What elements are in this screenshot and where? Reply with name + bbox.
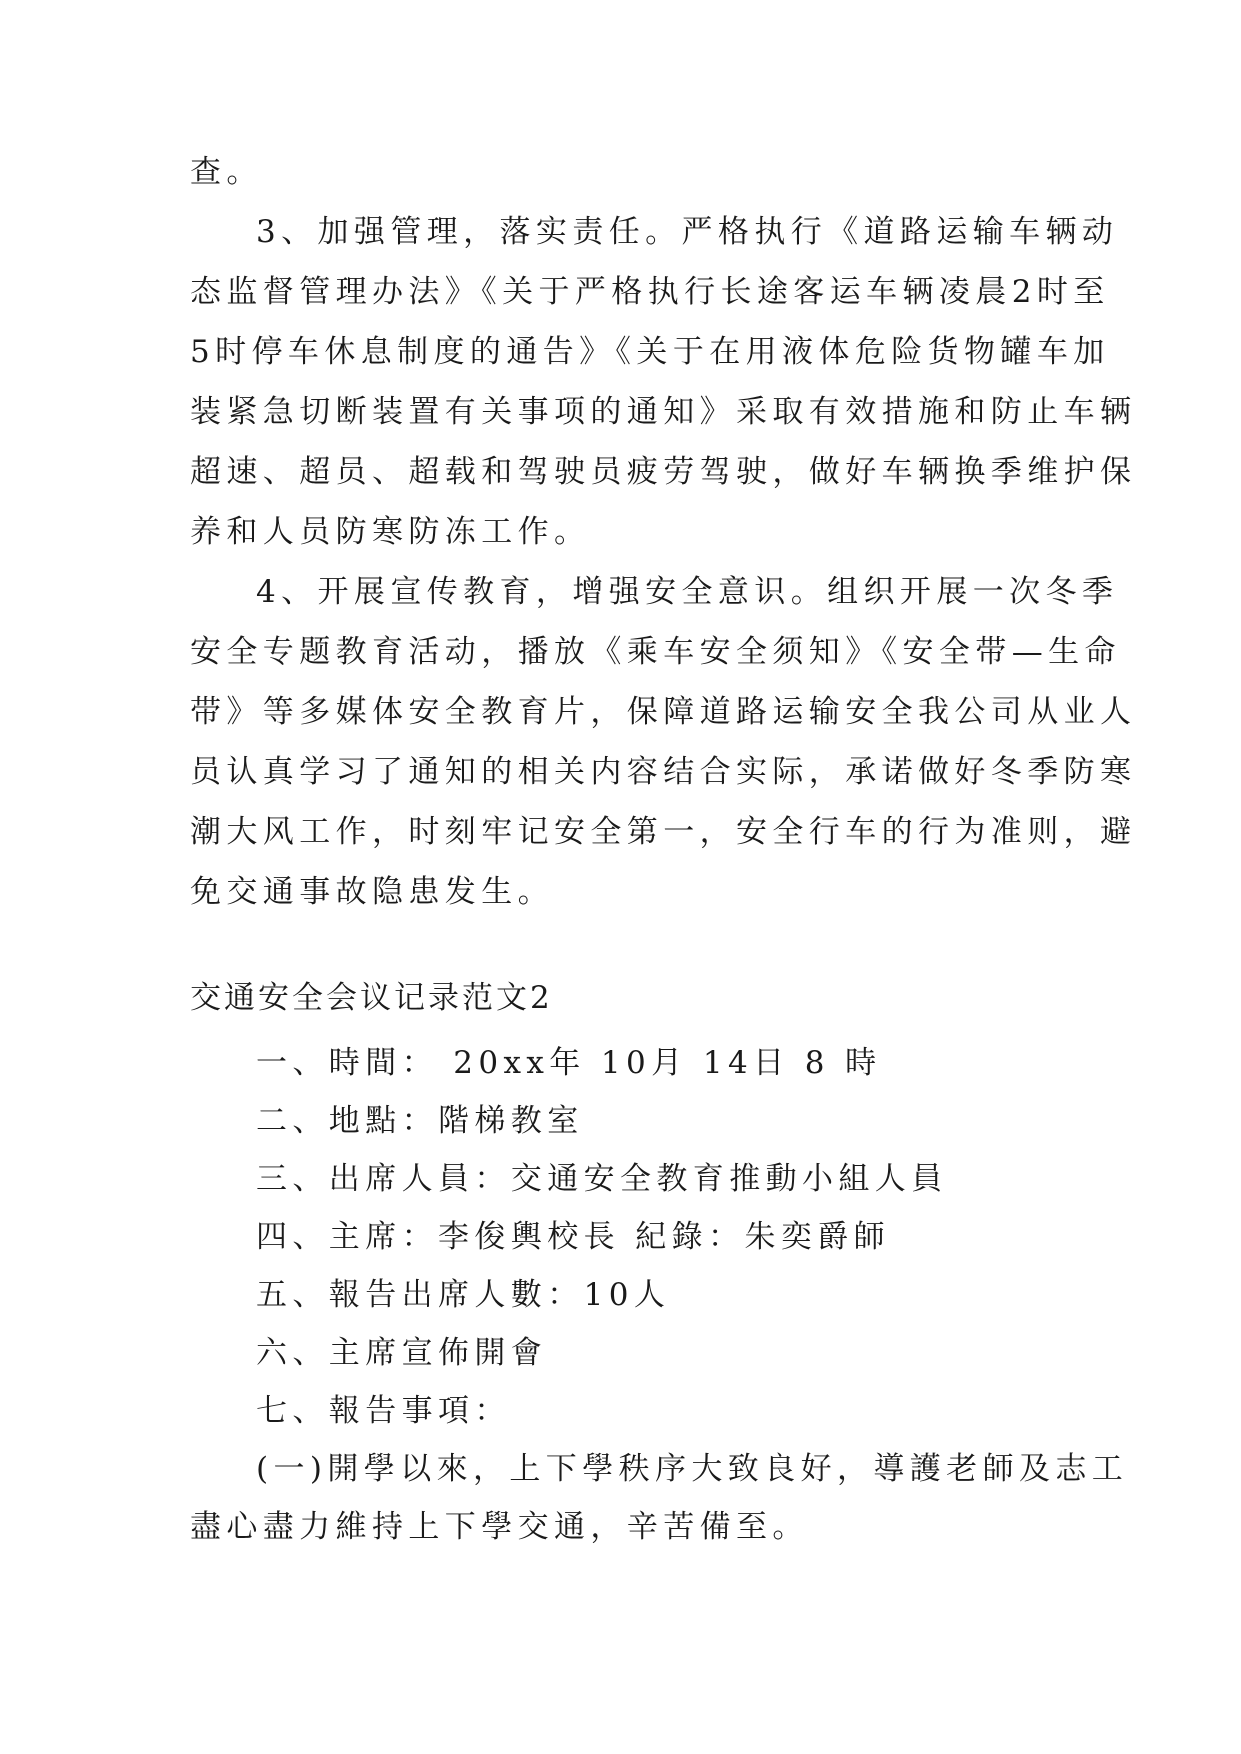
meeting-minutes <box>190 1034 1129 1556</box>
minutes-item: 二、地點：階梯教室 <box>256 1103 584 1139</box>
minutes-item: 六、主席宣佈開會 <box>256 1335 548 1371</box>
minutes-item: (一)開學以來，上下學秩序大致良好，導護老師及志工 <box>256 1451 1129 1487</box>
text-line: 态监督管理办法》《关于严格执行长途客运车辆凌晨2时至 <box>190 274 1110 310</box>
text-line: 查。 <box>190 154 263 190</box>
minutes-item: 一、時間： 20xx年 10月 14日 8 時 <box>256 1045 882 1081</box>
text-line: 潮大风工作，时刻牢记安全第一，安全行车的行为准则，避 <box>190 814 1137 850</box>
body-text-block <box>190 142 1137 922</box>
minutes-item: 盡心盡力維持上下學交通，辛苦備至。 <box>190 1509 809 1545</box>
section-title: 交通安全会议记录范文2 <box>190 980 553 1016</box>
text-line: 4、开展宣传教育，增强安全意识。组织开展一次冬季 <box>256 574 1119 610</box>
text-line: 员认真学习了通知的相关内容结合实际，承诺做好冬季防寒 <box>190 754 1137 790</box>
text-line: 5时停车休息制度的通告》《关于在用液体危险货物罐车加 <box>190 334 1110 370</box>
minutes-item: 七、報告事項： <box>256 1393 511 1429</box>
minutes-item: 五、報告出席人數：10人 <box>256 1277 671 1313</box>
text-line: 养和人员防寒防冻工作。 <box>190 514 591 550</box>
text-line: 带》等多媒体安全教育片，保障道路运输安全我公司从业人 <box>190 694 1137 730</box>
text-line: 超速、超员、超载和驾驶员疲劳驾驶，做好车辆换季维护保 <box>190 454 1137 490</box>
text-line: 安全专题教育活动，播放《乘车安全须知》《安全带—生命 <box>190 634 1121 670</box>
text-line: 免交通事故隐患发生。 <box>190 874 554 910</box>
minutes-item: 三、出席人員：交通安全教育推動小組人員 <box>256 1161 948 1197</box>
minutes-item: 四、主席：李俊輿校長 紀錄：朱奕爵師 <box>256 1219 891 1255</box>
text-line: 3、加强管理，落实责任。严格执行《道路运输车辆动 <box>256 214 1119 250</box>
text-line: 装紧急切断装置有关事项的通知》采取有效措施和防止车辆 <box>190 394 1137 430</box>
